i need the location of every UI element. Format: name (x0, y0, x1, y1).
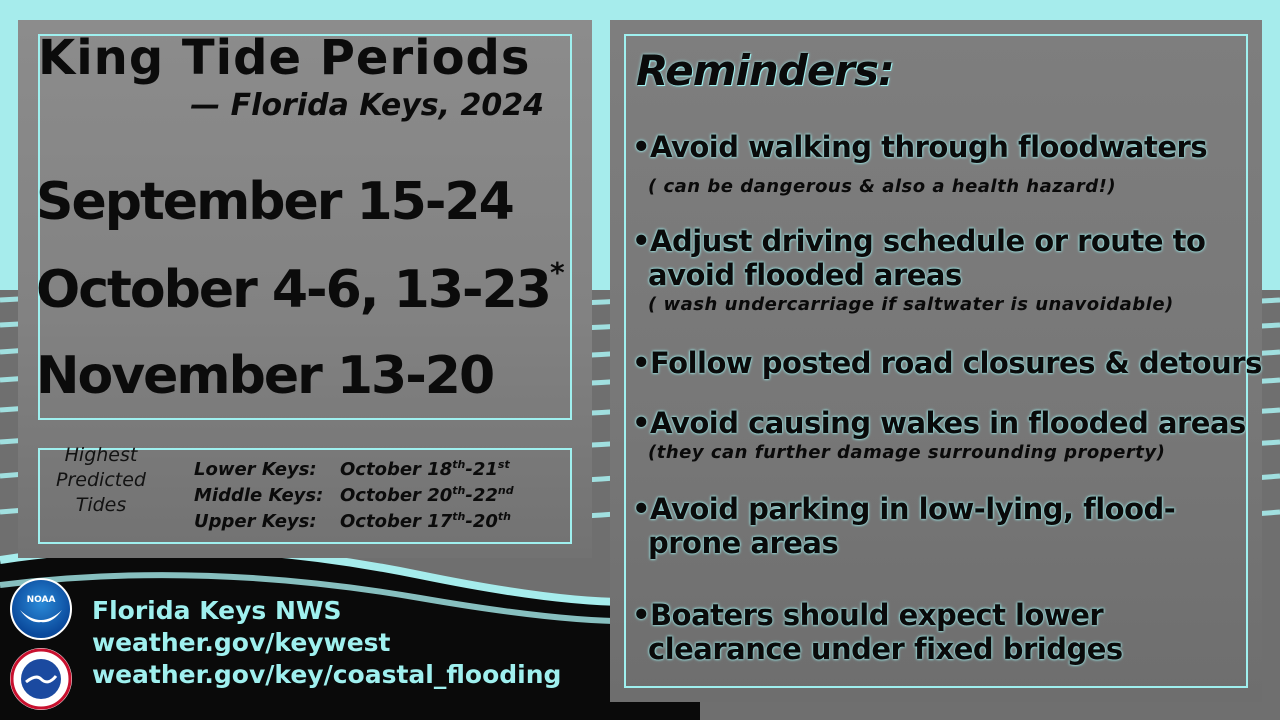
reminder-item: •Avoid causing wakes in flooded areas (632, 406, 1246, 440)
reminder-item: •Boaters should expect lower clearance under fixed bridges (632, 598, 1123, 666)
nws-logo-icon (10, 648, 72, 710)
period-october: October 4-6, 13-23* (36, 256, 563, 320)
tide-row-lower-keys: Lower Keys: October 18th-21st (194, 458, 510, 480)
reminders-title: Reminders: (636, 46, 894, 95)
reminder-note: ( can be dangerous & also a health hazard!) (648, 176, 1117, 197)
reminder-item: •Avoid parking in low-lying, flood- prone areas (632, 492, 1176, 560)
noaa-logo-icon (10, 578, 72, 640)
panel-title: King Tide Periods (38, 30, 531, 86)
reminder-item: •Avoid walking through floodwaters (632, 130, 1208, 164)
reminder-item: •Adjust driving schedule or route to avoid flooded areas (632, 224, 1206, 292)
tide-row-upper-keys: Upper Keys: October 17th-20th (194, 510, 511, 532)
tide-row-middle-keys: Middle Keys: October 20th-22nd (194, 484, 514, 506)
reminder-note: ( wash undercarriage if saltwater is unavoidable) (648, 294, 1174, 315)
footnote-mark: * (549, 256, 563, 289)
panel-subtitle: — Florida Keys, 2024 (190, 88, 544, 123)
office-name: Florida Keys NWS (92, 596, 342, 625)
reminder-note: (they can further damage surrounding property) (648, 442, 1166, 463)
period-november: November 13-20 (36, 346, 494, 406)
period-september: September 15-24 (36, 172, 513, 232)
website-link[interactable]: weather.gov/keywest (92, 628, 391, 657)
coastal-flooding-link[interactable]: weather.gov/key/coastal_flooding (92, 660, 562, 689)
highest-tides-heading: Highest Predicted Tides (56, 444, 146, 516)
svg-text:NOAA: NOAA (26, 595, 56, 605)
reminder-item: •Follow posted road closures & detours (632, 346, 1262, 380)
